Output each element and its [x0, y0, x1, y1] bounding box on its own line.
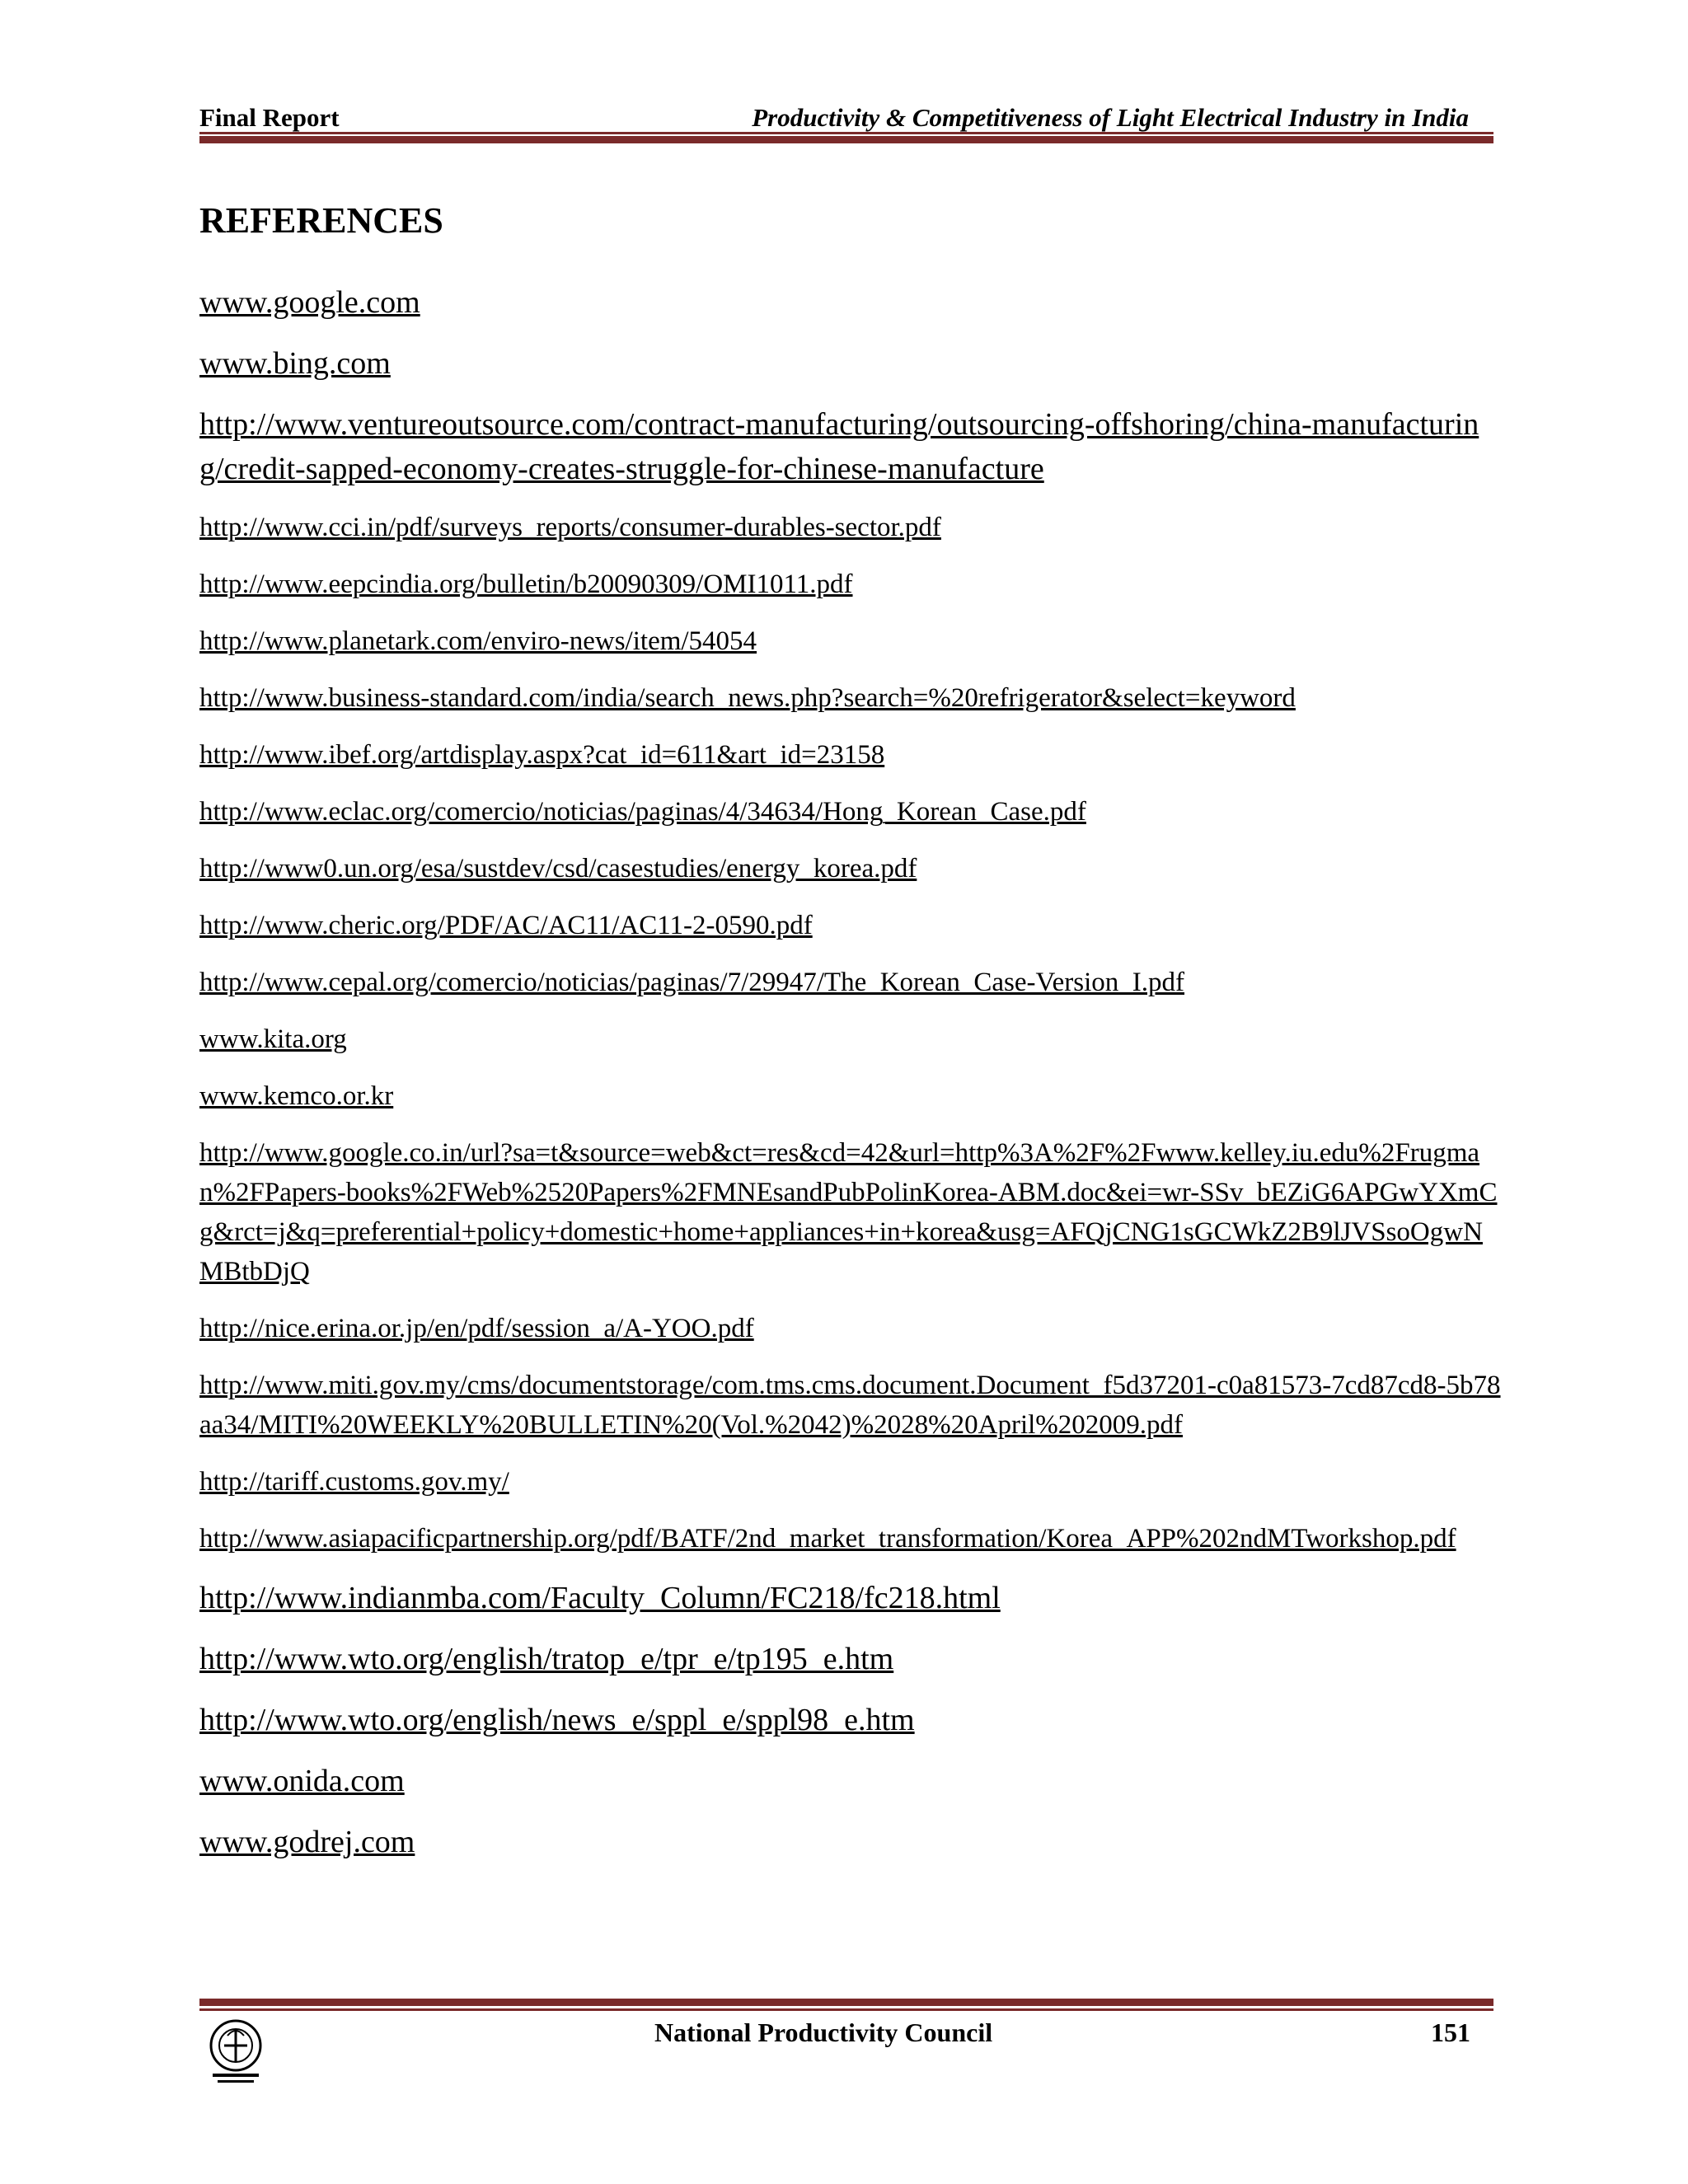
reference-item	[199, 1576, 1502, 1620]
reference-link[interactable]: http://www.eclac.org/comercio/noticias/paginas/4/34634/Hong_Korean_Case.pdf	[199, 797, 1086, 827]
footer-rule-thin	[199, 2008, 1493, 2011]
reference-link[interactable]: http://www.google.co.in/url?sa=t&source=web&ct=res&cd=42&url=http%3A%2F%2Fwww.kelley.iu.edu%2Frugman%2FPapers-books%2FWeb%2520Papers%2FMNEsandPubPolinKorea-ABM.doc&ei=wr-SSv_bEZiG6APGwYXmCg&rct=j&q=preferential+policy+domestic+home+appliances+in+korea&usg=AFQjCNG1sGCWkZ2B9lJVSsoOgwNMBtbDjQ	[199, 1138, 1498, 1286]
reference-item	[199, 621, 1502, 661]
reference-item	[199, 1309, 1502, 1348]
reference-link[interactable]: http://www.cci.in/pdf/surveys_reports/consumer-durables-sector.pdf	[199, 513, 941, 542]
reference-link[interactable]: http://www.cheric.org/PDF/AC/AC11/AC11-2-0590.pdf	[199, 911, 813, 940]
reference-item	[199, 1462, 1502, 1502]
reference-link[interactable]: http://www.indianmba.com/Faculty_Column/FC218/fc218.html	[199, 1581, 1001, 1615]
references-list	[199, 280, 1502, 1881]
reference-link[interactable]: http://www.wto.org/english/news_e/sppl_e/sppl98_e.htm	[199, 1703, 915, 1737]
reference-link[interactable]: www.kita.org	[199, 1024, 347, 1054]
reference-link[interactable]: http://www0.un.org/esa/sustdev/csd/casestudies/energy_korea.pdf	[199, 854, 917, 883]
reference-link[interactable]: www.kemco.or.kr	[199, 1081, 394, 1111]
reference-item	[199, 1133, 1502, 1291]
reference-item	[199, 678, 1502, 718]
reference-item	[199, 565, 1502, 604]
reference-item	[199, 1698, 1502, 1742]
reference-item	[199, 1820, 1502, 1864]
reference-link[interactable]: http://www.cepal.org/comercio/noticias/paginas/7/29947/The_Korean_Case-Version_I.pdf	[199, 968, 1185, 997]
reference-item	[199, 849, 1502, 888]
reference-item	[199, 792, 1502, 832]
reference-item	[199, 1519, 1502, 1558]
reference-link[interactable]: http://www.asiapacificpartnership.org/pdf/BATF/2nd_market_transformation/Korea_APP%202ndMTworkshop.pdf	[199, 1524, 1456, 1554]
reference-item	[199, 1019, 1502, 1059]
page-title: REFERENCES	[199, 200, 443, 241]
reference-link[interactable]: www.google.com	[199, 285, 420, 320]
header-rule-thin	[199, 132, 1493, 134]
reference-link[interactable]: www.bing.com	[199, 346, 391, 381]
reference-item	[199, 508, 1502, 547]
reference-item	[199, 735, 1502, 775]
reference-link[interactable]: http://www.miti.gov.my/cms/documentstorage/com.tms.cms.document.Document_f5d37201-c0a81573-7cd87cd8-5b78aa34/MITI%20WEEKLY%20BULLETIN%20(Vol.%2042)%2028%20April%202009.pdf	[199, 1371, 1501, 1440]
reference-item	[199, 402, 1502, 491]
header-rule-thick	[199, 136, 1493, 143]
npc-emblem-logo-icon	[198, 2014, 274, 2085]
reference-link[interactable]: www.onida.com	[199, 1764, 405, 1798]
reference-item	[199, 1076, 1502, 1116]
reference-item	[199, 341, 1502, 386]
reference-link[interactable]: http://www.planetark.com/enviro-news/item/54054	[199, 626, 757, 656]
reference-link[interactable]: www.godrej.com	[199, 1825, 415, 1859]
reference-item	[199, 963, 1502, 1002]
reference-item	[199, 1759, 1502, 1803]
reference-link[interactable]: http://nice.erina.or.jp/en/pdf/session_a/A-YOO.pdf	[199, 1314, 754, 1343]
page-number: 151	[1431, 2018, 1470, 2047]
reference-link[interactable]: http://www.ventureoutsource.com/contract-manufacturing/outsourcing-offshoring/china-manufacturing/credit-sapped-economy-creates-struggle-for-chinese-manufacture	[199, 407, 1479, 486]
reference-item	[199, 280, 1502, 325]
footer-rule-thick	[199, 1999, 1493, 2006]
reference-link[interactable]: http://www.wto.org/english/tratop_e/tpr_e/tp195_e.htm	[199, 1642, 894, 1676]
reference-item	[199, 906, 1502, 945]
reference-item	[199, 1366, 1502, 1445]
header-document-title: Productivity & Competitiveness of Light Electrical Industry in India	[752, 103, 1469, 132]
reference-link[interactable]: http://www.eepcindia.org/bulletin/b20090309/OMI1011.pdf	[199, 569, 853, 599]
reference-item	[199, 1637, 1502, 1681]
reference-link[interactable]: http://www.business-standard.com/india/search_news.php?search=%20refrigerator&select=keyword	[199, 683, 1296, 713]
reference-link[interactable]: http://tariff.customs.gov.my/	[199, 1467, 509, 1497]
reference-link[interactable]: http://www.ibef.org/artdisplay.aspx?cat_id=611&art_id=23158	[199, 740, 885, 770]
header-report-label: Final Report	[199, 103, 340, 132]
footer-organization: National Productivity Council	[654, 2018, 993, 2047]
